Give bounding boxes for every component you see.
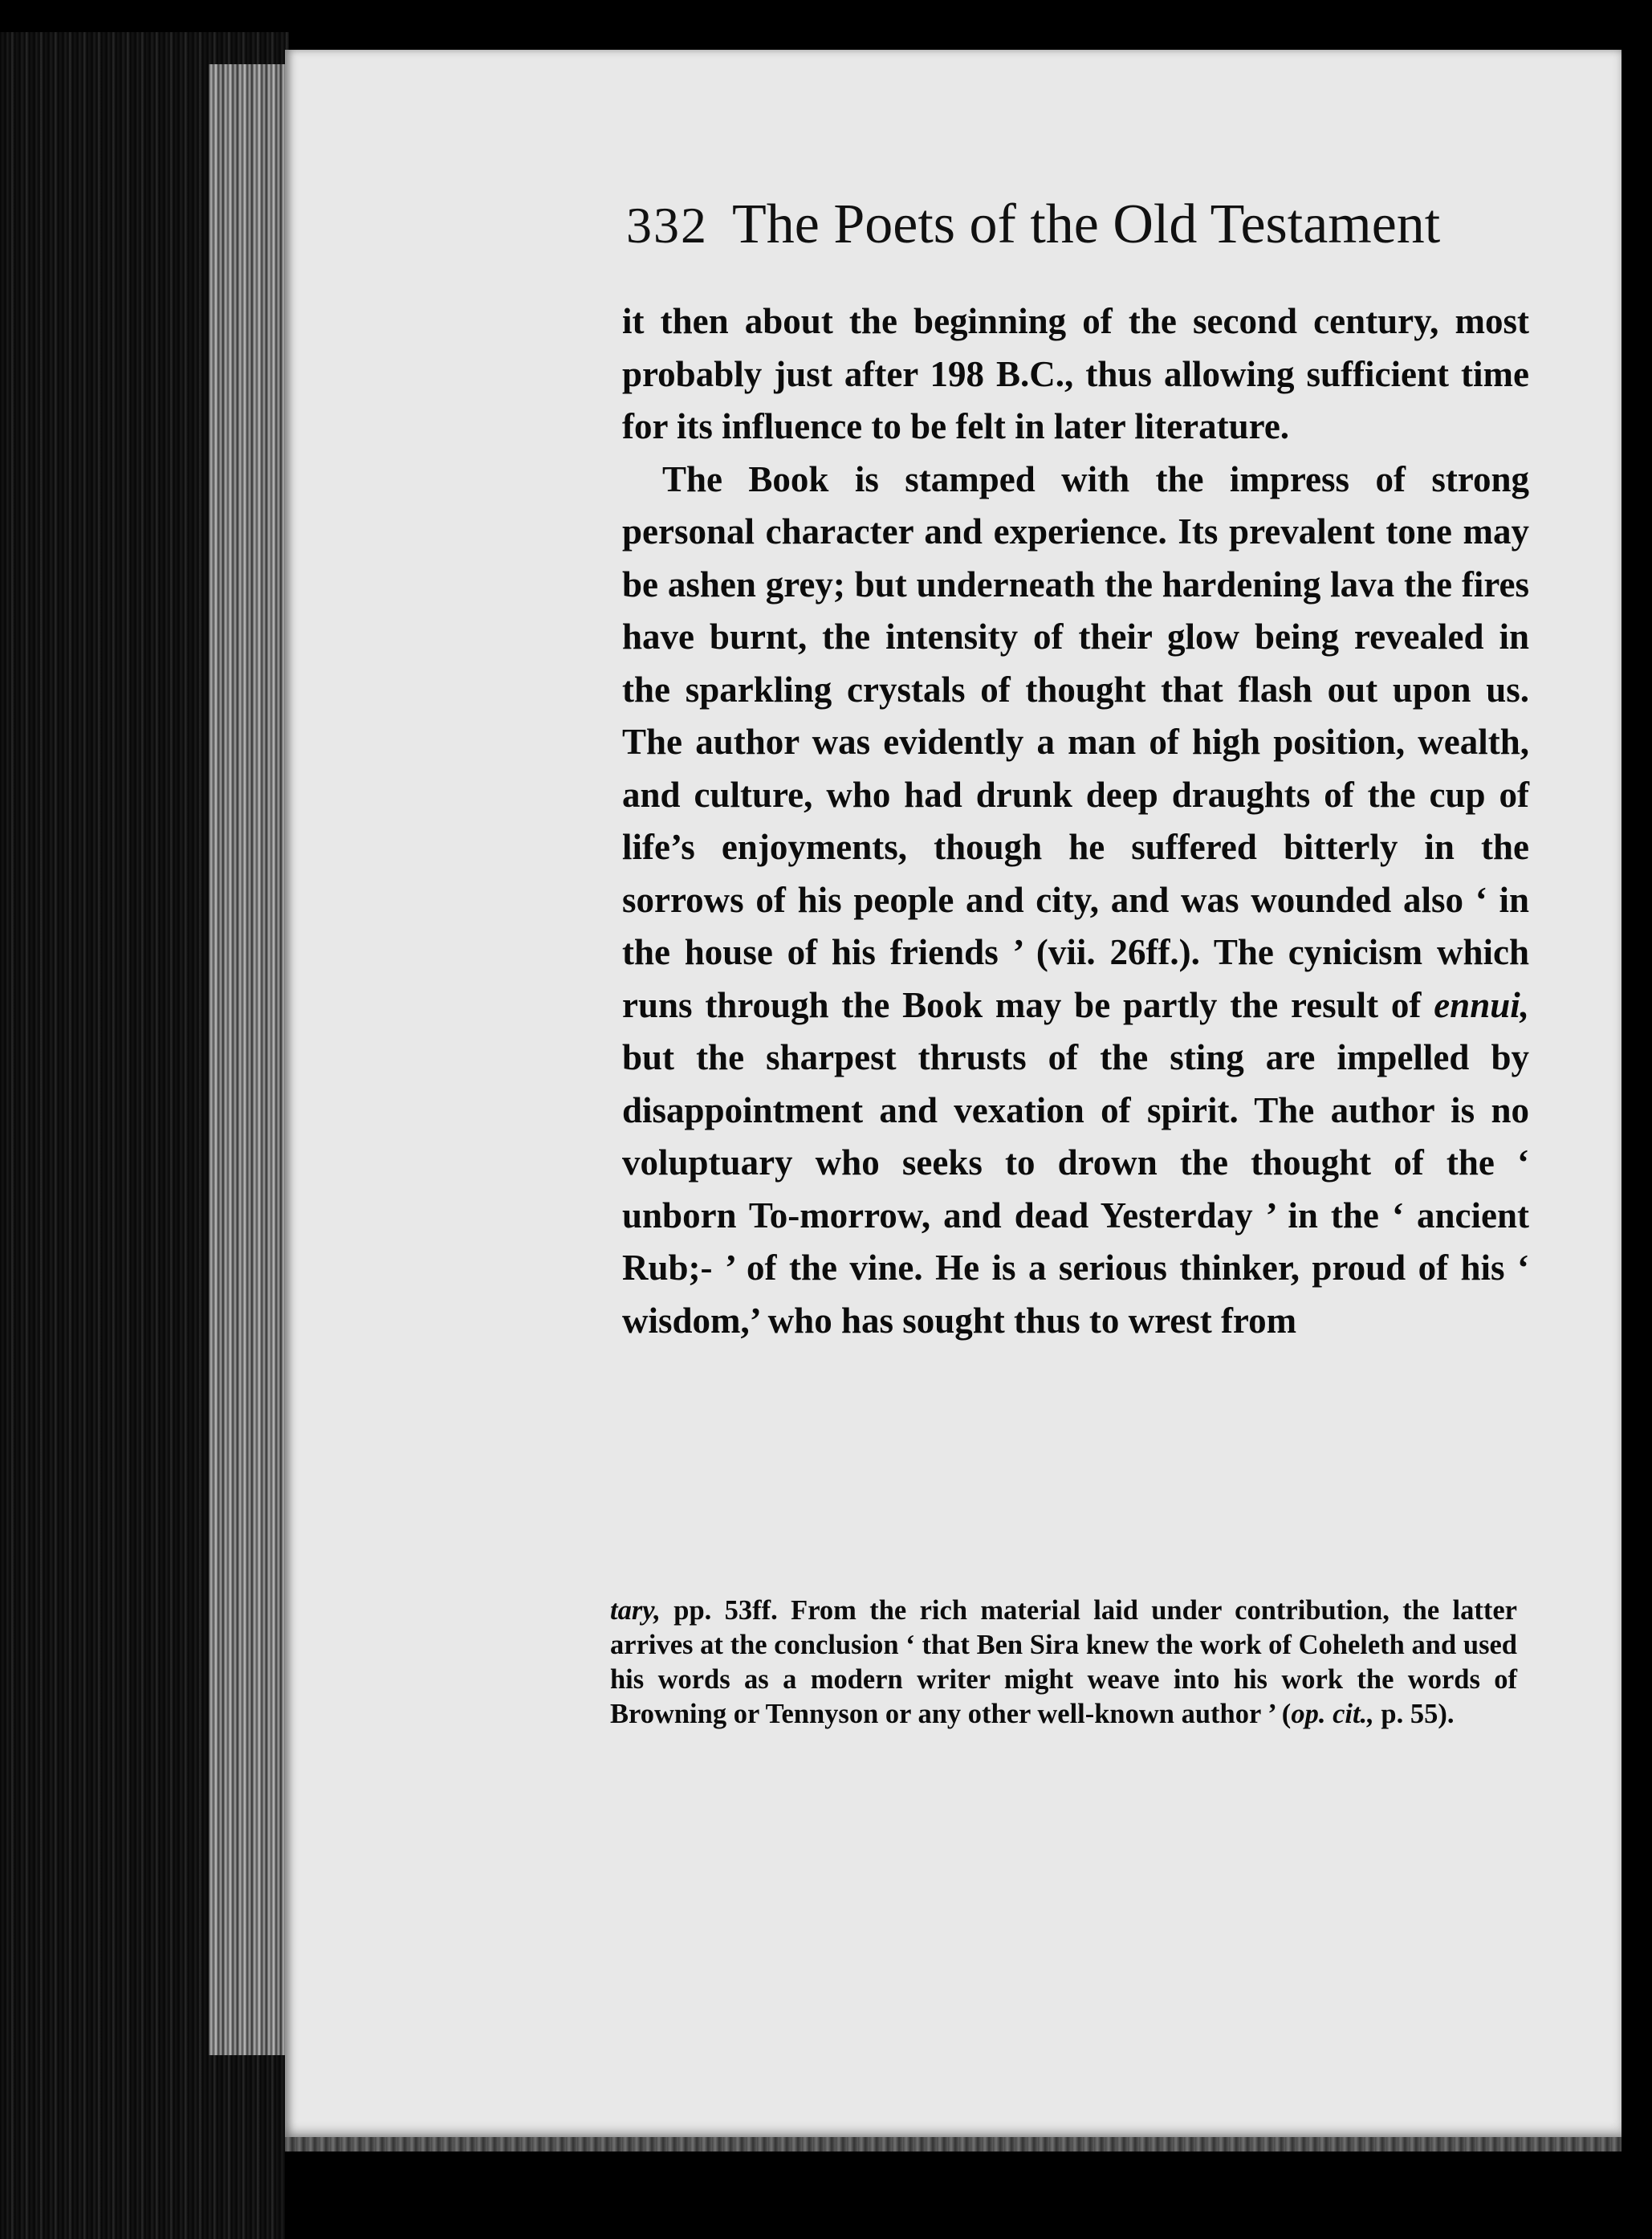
footnote-part-b: p. 55). (1373, 1699, 1455, 1729)
footnote (610, 1594, 1517, 1732)
emphasis-ennui: ennui, (1434, 984, 1529, 1025)
book-page-edges (0, 32, 289, 2239)
footnote-lead: tary, (610, 1595, 661, 1626)
footnote-part-a: pp. 53ff. From the rich material laid under contribution, the latter arrives at the conclusion ‘ that Ben Sira knew the work of Coheleth and used his words as a modern writer might weave into his work the words of Browning or Tennyson or any other well-known author ’ ( (610, 1595, 1517, 1729)
paragraph-2-part-b: but the sharpest thrusts of the sting are impelled by disappointment and vexation of spirit. The author is no voluptuary who seeks to drown the thought of the ‘ unborn To-morrow, and dead Yesterday ’ in the ‘ ancient Rub;- ’ of the vine. He is a serious thinker, proud of his ‘ wisdom,’ who has sought thus to wrest from (622, 1037, 1529, 1341)
paragraph-1: it then about the beginning of the second century, most probably just after 198 B.C., thus allowing sufficient time for its influence to be felt in later literature. (622, 301, 1529, 446)
footnote-text (610, 1594, 1517, 1732)
paragraph-2-part-a: The Book is stamped with the impress of strong personal character and experience. Its prevalent tone may be ashen grey; but underneath the hardening lava the fires have burnt, the intensity of their glow being revealed in the sparkling crystals of thought that flash out upon us. The author was evidently a man of high position, wealth, and culture, who had drunk deep draughts of the cup of life’s enjoyments, though he suffered bitterly in the sorrows of his people and city, and was wounded also ‘ in the house of his friends ’ (vii. 26ff.). The cynicism which runs through the Book may be partly the result of (622, 458, 1529, 1025)
paragraph-2 (622, 454, 1529, 1348)
body-text (622, 295, 1529, 1347)
running-title: The Poets of the Old Testament (732, 193, 1441, 255)
running-head (626, 193, 1533, 257)
footnote-citation: op. cit., (1291, 1699, 1374, 1729)
scan-bottom-border (285, 2137, 1621, 2239)
page-number: 332 (626, 197, 708, 254)
